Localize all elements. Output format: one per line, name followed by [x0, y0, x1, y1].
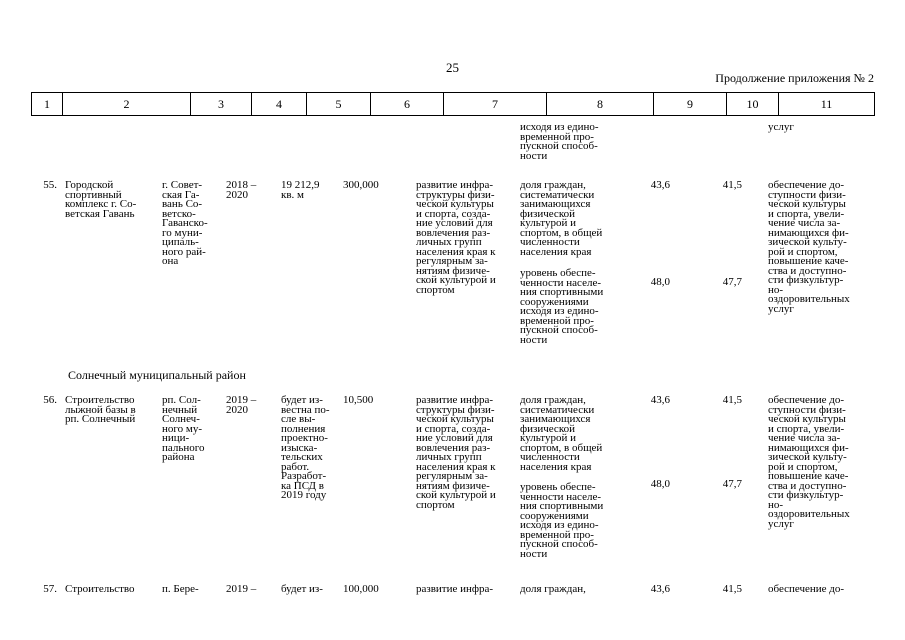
value-col9-b: 48,0 — [650, 276, 670, 288]
expected-effect: обеспечение до- ступности физи- ческой культуры и спорта, увели- чение числа за- нимающихся фи- зической культу- рой и спортом, повышение каче- ства и доступно- сти физкультур- но- оздоровительных услуг — [768, 179, 850, 315]
location: г. Совет- ская Га- вань Со- ветско- Гаванско- го муни- ципаль- ного рай- она — [162, 179, 208, 267]
goal: развитие инфра- — [416, 583, 494, 595]
expected-effect: обеспечение до- — [768, 583, 845, 595]
indicator-1: доля граждан, — [520, 583, 586, 595]
object-name: Строительство — [65, 583, 135, 595]
value-col9-a: 43,6 — [650, 179, 670, 191]
fragment-indicator: исходя из едино- временной про- пускной способ- ности — [520, 121, 599, 162]
fragment-effect: услуг — [768, 121, 794, 133]
indicator-1: доля граждан, систематически занимающихся физической культурой и спортом, в общей численности населения края — [520, 394, 603, 473]
capacity: будет из- вестна по- сле вы- полнения проектно- изыска- тельских работ. Разработ- ка ПСД в 2019 году — [281, 394, 330, 501]
value-col9-a: 43,6 — [650, 394, 670, 406]
object-name: Строительство лыжной базы в рп. Солнечный — [65, 394, 136, 425]
col-header-10: 10 — [727, 93, 779, 116]
object-name: Городской спортивный комплекс г. Со- ветская Гавань — [65, 179, 137, 220]
capacity: будет из- — [281, 583, 323, 595]
col-header-6: 6 — [371, 93, 444, 116]
value-col10-a: 41,5 — [722, 394, 742, 406]
row-number: 56. — [43, 394, 57, 406]
years: 2019 – 2020 — [226, 394, 257, 416]
indicator-2: уровень обеспе- ченности населе- ния спортивными сооружениями исходя из едино- временной про- пускной способ- ности — [520, 267, 604, 346]
cost: 10,500 — [343, 394, 374, 406]
goal: развитие инфра- структуры физи- ческой культуры и спорта, созда- ние условий для вовлечения раз- личных групп населения края к регулярным за- нятиям физиче- ской культурой и спортом — [416, 394, 496, 511]
col-header-4: 4 — [252, 93, 307, 116]
cost: 100,000 — [343, 583, 379, 595]
years: 2019 – — [226, 583, 257, 595]
expected-effect: обеспечение до- ступности физи- ческой культуры и спорта, увели- чение числа за- нимающихся фи- зической культу- рой и спортом, повышение каче- ства и доступно- сти физкультур- но- оздоровительных услуг — [768, 394, 850, 530]
capacity: 19 212,9 кв. м — [281, 179, 320, 201]
section-title: Солнечный муниципальный район — [68, 368, 246, 382]
location: п. Бере- — [162, 583, 199, 595]
col-header-1: 1 — [32, 93, 63, 116]
continuation-label: Продолжение приложения № 2 — [715, 71, 874, 85]
value-col10-b: 47,7 — [722, 276, 742, 288]
col-header-7: 7 — [444, 93, 547, 116]
value-col9-b: 48,0 — [650, 478, 670, 490]
row-number: 57. — [43, 583, 57, 595]
value-col10-a: 41,5 — [722, 179, 742, 191]
goal: развитие инфра- структуры физи- ческой культуры и спорта, созда- ние условий для вовлечения раз- личных групп населения края к регулярным за- нятиям физиче- ской культурой и спортом — [416, 179, 496, 296]
value-col10-b: 47,7 — [722, 478, 742, 490]
location: рп. Сол- нечный Солнеч- ного му- ници- пального района — [162, 394, 205, 463]
years: 2018 – 2020 — [226, 179, 257, 201]
row-number: 55. — [43, 179, 57, 191]
cost: 300,000 — [343, 179, 379, 191]
indicator-1: доля граждан, систематически занимающихся физической культурой и спортом, в общей численности населения края — [520, 179, 603, 258]
col-header-9: 9 — [654, 93, 727, 116]
col-header-8: 8 — [547, 93, 654, 116]
indicator-2: уровень обеспе- ченности населе- ния спортивными сооружениями исходя из едино- временной про- пускной способ- ности — [520, 481, 604, 560]
page-number: 25 — [446, 60, 459, 75]
col-header-2: 2 — [63, 93, 191, 116]
col-header-3: 3 — [191, 93, 252, 116]
col-header-11: 11 — [779, 93, 875, 116]
value-col10-a: 41,5 — [722, 583, 742, 595]
value-col9-a: 43,6 — [650, 583, 670, 595]
col-header-5: 5 — [307, 93, 371, 116]
column-header-row — [31, 92, 875, 116]
